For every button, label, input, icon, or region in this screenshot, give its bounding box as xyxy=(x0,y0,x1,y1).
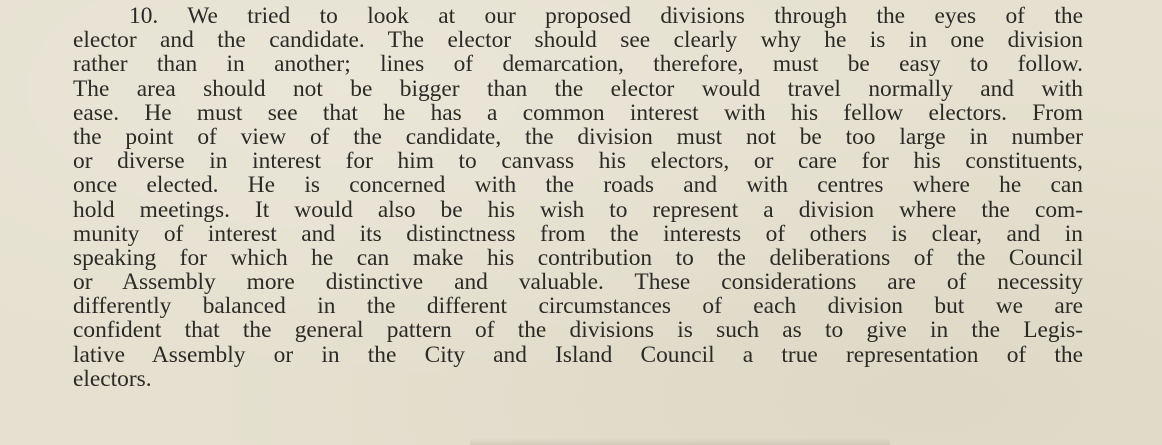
paragraph-line: confident that the general pattern of the divisions is such as to give in the Legis- xyxy=(73,317,1083,344)
paragraph-line: elector and the candidate. The elector should see clearly why he is in one division xyxy=(73,27,1083,54)
paragraph-line: once elected. He is concerned with the roads and with centres where he can xyxy=(73,172,1083,199)
paragraph-line: or Assembly more distinctive and valuable. These considerations are of necessity xyxy=(73,269,1083,296)
paragraph-line: electors. xyxy=(73,365,152,392)
paragraph-line: or diverse in interest for him to canvass his electors, or care for his constituents, xyxy=(73,148,1083,175)
page-edge-shadow xyxy=(470,438,890,445)
paragraph-line: 10. We tried to look at our proposed divisions through the eyes of the xyxy=(129,3,1083,29)
paragraph-line: differently balanced in the different circumstances of each division but we are xyxy=(73,293,1083,320)
paragraph-number: 10. xyxy=(129,3,159,29)
paragraph-line: lative Assembly or in the City and Island Council a true representation of the xyxy=(73,341,1083,368)
paragraph-line: The area should not be bigger than the elector would travel normally and with xyxy=(73,75,1083,102)
paragraph-10 xyxy=(73,4,1083,391)
paragraph-line: hold meetings. It would also be his wish to represent a division where the com- xyxy=(73,196,1083,223)
paragraph-line: ease. He must see that he has a common interest with his fellow electors. From xyxy=(73,99,1083,126)
paragraph-line: rather than in another; lines of demarcation, therefore, must be easy to follow. xyxy=(73,51,1083,78)
paragraph-line: speaking for which he can make his contribution to the deliberations of the Council xyxy=(73,244,1083,271)
paragraph-line: munity of interest and its distinctness from the interests of others is clear, and in xyxy=(73,220,1083,247)
paragraph-line: the point of view of the candidate, the division must not be too large in number xyxy=(73,123,1083,150)
